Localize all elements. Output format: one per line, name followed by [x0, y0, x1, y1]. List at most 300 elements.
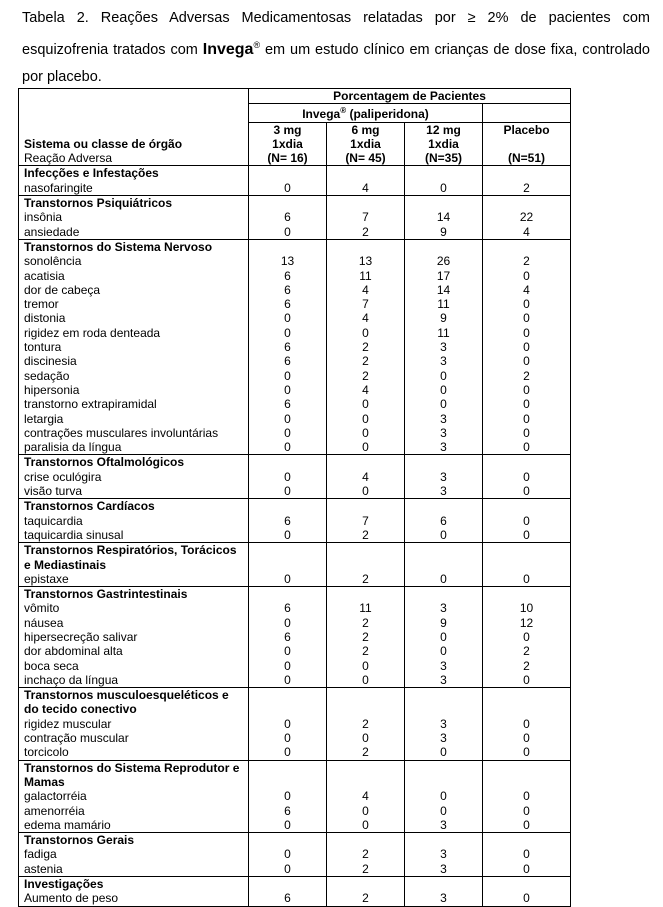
group-empty-cell [249, 499, 327, 514]
dose-header-dose: 12 mg [426, 122, 461, 137]
group-empty-cell [405, 499, 483, 514]
percent-value: 3 [405, 426, 483, 440]
percent-value: 0 [284, 644, 291, 659]
reaction-name: nasofaringite [19, 181, 249, 196]
percent-value: 9 [405, 616, 483, 630]
percent-value: 14 [405, 283, 483, 297]
group-empty-cell [483, 455, 571, 470]
percent-value: 0 [284, 484, 291, 499]
group-empty-cell [327, 760, 405, 789]
percent-value: 2 [483, 369, 571, 383]
percent-value: 0 [483, 470, 571, 484]
percent-value: 4 [327, 789, 405, 803]
group-empty-cell [327, 688, 405, 717]
reaction-name: paralisia da língua [19, 440, 249, 455]
group-name: Transtornos Respiratórios, Torácicos e Mediastinais [19, 543, 249, 572]
reaction-name: boca seca [19, 659, 249, 673]
table-row [19, 717, 571, 731]
table-row [19, 426, 571, 440]
percent-value: 4 [327, 470, 405, 484]
group-name: Transtornos Gastrintestinais [19, 587, 249, 602]
percent-value: 0 [284, 745, 291, 760]
reaction-name: náusea [19, 616, 249, 630]
table-row [19, 659, 571, 673]
percent-value: 0 [483, 311, 571, 325]
table-row [19, 528, 571, 543]
percent-value: 0 [327, 412, 405, 426]
percent-value: 0 [483, 731, 571, 745]
percent-value: 2 [327, 225, 405, 240]
group-empty-cell [483, 166, 571, 181]
percent-value: 0 [284, 440, 291, 455]
dose-header-freq: 1xdia [428, 136, 459, 151]
group-empty-cell [483, 499, 571, 514]
percent-value: 0 [483, 847, 571, 861]
percent-value: 2 [327, 630, 405, 644]
group-name: Infecções e Infestações [19, 166, 249, 181]
group-empty-cell [483, 196, 571, 211]
group-row [19, 455, 571, 470]
dose-header-dose: Placebo [503, 122, 550, 137]
reaction-name: letargia [19, 412, 249, 426]
table-row [19, 311, 571, 325]
percent-value: 2 [483, 254, 571, 268]
caption-reg-mark: ® [253, 40, 261, 50]
percent-value: 9 [405, 225, 483, 240]
reaction-name: acatisia [19, 269, 249, 283]
percent-header: Porcentagem de Pacientes [333, 89, 486, 103]
dose-column-header [327, 122, 405, 166]
percent-value: 0 [483, 269, 571, 283]
percent-value: 0 [327, 397, 405, 411]
table-row [19, 412, 571, 426]
percent-value: 6 [284, 210, 291, 225]
percent-value: 3 [405, 470, 483, 484]
percent-value: 3 [405, 484, 483, 499]
percent-value: 4 [327, 283, 405, 297]
reaction-name: taquicardia [19, 514, 249, 528]
percent-value: 0 [405, 804, 483, 818]
group-empty-cell [249, 455, 327, 470]
caption-text-2: em um estudo clínico em crianças de dose fixa, controlado por placebo. [22, 41, 650, 85]
percent-value: 3 [405, 659, 483, 673]
table-body [19, 166, 571, 906]
percent-value: 17 [405, 269, 483, 283]
table-row [19, 572, 571, 587]
percent-value: 2 [327, 717, 405, 731]
percent-value: 6 [284, 340, 291, 355]
table-row [19, 847, 571, 861]
reaction-name: fadiga [19, 847, 249, 861]
drug-header: Invega® (paliperidona) [249, 104, 483, 122]
dose-header-freq: 1xdia [272, 136, 303, 151]
reaction-name: ansiedade [19, 225, 249, 240]
percent-value: 6 [284, 282, 291, 297]
percent-value: 2 [327, 644, 405, 658]
group-empty-cell [483, 833, 571, 848]
percent-value: 0 [483, 673, 571, 688]
reaction-label: Reação Adversa [24, 151, 113, 166]
dose-header-n: (N=35) [424, 151, 462, 166]
system-header [19, 89, 249, 166]
group-empty-cell [483, 877, 571, 892]
group-name: Transtornos Cardíacos [19, 499, 249, 514]
group-empty-cell [405, 543, 483, 572]
percent-value: 0 [327, 659, 405, 673]
percent-value: 3 [405, 847, 483, 861]
group-empty-cell [249, 877, 327, 892]
percent-value: 0 [483, 440, 571, 455]
group-empty-cell [405, 833, 483, 848]
reaction-name: astenia [19, 862, 249, 877]
percent-value: 10 [483, 601, 571, 615]
percent-value: 0 [405, 789, 483, 803]
group-empty-cell [327, 239, 405, 254]
group-empty-cell [327, 833, 405, 848]
percent-value: 6 [284, 354, 291, 369]
percent-value: 0 [284, 861, 291, 876]
table-row [19, 383, 571, 397]
percent-value: 0 [405, 369, 483, 383]
dose-header-n: (N=51) [508, 151, 546, 166]
percent-value: 0 [284, 658, 291, 673]
percent-value: 0 [284, 368, 291, 383]
reaction-name: insônia [19, 210, 249, 224]
reaction-name: visão turva [19, 484, 249, 499]
dose-header-freq [488, 137, 565, 151]
group-name: Transtornos Gerais [19, 833, 249, 848]
group-empty-cell [483, 543, 571, 572]
percent-value: 9 [405, 311, 483, 325]
group-empty-cell [405, 166, 483, 181]
percent-value: 7 [327, 297, 405, 311]
reaction-name: epistaxe [19, 572, 249, 587]
group-name: Transtornos Oftalmológicos [19, 455, 249, 470]
percent-value: 0 [284, 527, 291, 542]
group-empty-cell [327, 543, 405, 572]
percent-value: 0 [284, 789, 291, 804]
percent-value: 4 [483, 283, 571, 297]
group-row [19, 877, 571, 892]
table-row [19, 397, 571, 411]
group-empty-cell [249, 239, 327, 254]
percent-value: 0 [284, 180, 291, 195]
group-row [19, 833, 571, 848]
percent-value: 0 [483, 572, 571, 587]
reaction-name: rigidez em roda denteada [19, 326, 249, 340]
percent-value: 0 [405, 644, 483, 658]
dose-column-header [405, 122, 483, 166]
reaction-name: transtorno extrapiramidal [19, 397, 249, 411]
table-row [19, 601, 571, 615]
table-row [19, 326, 571, 340]
percent-value: 0 [327, 326, 405, 340]
table-row [19, 804, 571, 818]
group-empty-cell [483, 760, 571, 789]
reaction-name: tremor [19, 297, 249, 311]
percent-value: 0 [284, 716, 291, 731]
percent-value: 2 [327, 847, 405, 861]
dose-header-dose: 6 mg [351, 122, 380, 137]
caption-brand: Invega [202, 40, 254, 58]
group-empty-cell [405, 455, 483, 470]
percent-value: 0 [327, 673, 405, 688]
percent-value: 0 [284, 469, 291, 484]
percent-value: 0 [483, 383, 571, 397]
percent-value: 0 [405, 630, 483, 644]
reaction-name: galactorréia [19, 789, 249, 803]
percent-value: 0 [483, 717, 571, 731]
table-row [19, 269, 571, 283]
group-empty-cell [483, 587, 571, 602]
percent-value: 0 [284, 817, 291, 832]
percent-value: 4 [327, 311, 405, 325]
placebo-spacer [483, 104, 571, 122]
percent-value: 0 [483, 297, 571, 311]
percent-value: 0 [327, 426, 405, 440]
percent-value: 3 [405, 601, 483, 615]
percent-value: 6 [284, 268, 291, 283]
percent-value: 0 [483, 789, 571, 803]
table-row [19, 644, 571, 658]
group-empty-cell [249, 760, 327, 789]
percent-value: 0 [405, 745, 483, 760]
percent-value: 0 [284, 311, 291, 326]
group-empty-cell [327, 196, 405, 211]
percent-value: 0 [284, 731, 291, 746]
group-empty-cell [405, 688, 483, 717]
percent-value: 0 [483, 528, 571, 543]
percent-value: 11 [327, 269, 405, 283]
percent-value: 4 [327, 181, 405, 196]
group-empty-cell [249, 688, 327, 717]
reaction-name: dor de cabeça [19, 283, 249, 297]
caption-text-1: Tabela 2. Reações Adversas Medicamentosas relatadas por ≥ 2% de pacientes com esquizofrenia tratados com [22, 10, 650, 58]
percent-value: 3 [405, 818, 483, 833]
percent-value: 0 [483, 412, 571, 426]
percent-value: 7 [327, 514, 405, 528]
percent-value: 0 [483, 340, 571, 354]
percent-value: 13 [280, 254, 295, 269]
group-name: Transtornos do Sistema Nervoso [19, 239, 249, 254]
table-row [19, 369, 571, 383]
percent-value: 0 [327, 484, 405, 499]
reaction-name: inchaço da língua [19, 673, 249, 688]
group-empty-cell [405, 587, 483, 602]
percent-value: 0 [327, 804, 405, 818]
percent-value: 0 [284, 847, 291, 862]
table-row [19, 340, 571, 354]
group-name: Transtornos Psiquiátricos [19, 196, 249, 211]
group-empty-cell [327, 455, 405, 470]
reaction-name: sonolência [19, 254, 249, 268]
group-row [19, 499, 571, 514]
table-row [19, 818, 571, 833]
percent-value: 0 [483, 804, 571, 818]
group-empty-cell [327, 587, 405, 602]
percent-value: 0 [327, 731, 405, 745]
reaction-name: crise oculógira [19, 470, 249, 484]
table-row [19, 514, 571, 528]
table-caption [22, 5, 650, 91]
reaction-name: tontura [19, 340, 249, 354]
percent-value: 0 [483, 397, 571, 411]
reaction-name: discinesia [19, 354, 249, 368]
group-empty-cell [249, 587, 327, 602]
group-name: Investigações [19, 877, 249, 892]
reaction-name: hipersecreção salivar [19, 630, 249, 644]
reaction-name: torcicolo [19, 745, 249, 760]
percent-value: 3 [405, 354, 483, 368]
dose-header-n: (N= 45) [345, 151, 386, 166]
system-label: Sistema ou classe de órgão [24, 136, 183, 151]
percent-value: 0 [284, 411, 291, 426]
group-row [19, 760, 571, 789]
percent-value: 7 [327, 210, 405, 224]
table-row [19, 470, 571, 484]
percent-value: 22 [483, 210, 571, 224]
dose-column-header [249, 122, 327, 166]
percent-value: 6 [284, 803, 291, 818]
table-row [19, 891, 571, 906]
adverse-reactions-table [18, 88, 571, 907]
percent-value: 0 [405, 181, 483, 196]
table-row [19, 440, 571, 455]
table-row [19, 354, 571, 368]
percent-value: 0 [483, 818, 571, 833]
percent-value: 6 [284, 297, 291, 312]
table-row [19, 225, 571, 240]
percent-value: 3 [405, 412, 483, 426]
percent-value: 0 [284, 325, 291, 340]
group-row [19, 587, 571, 602]
reaction-name: Aumento de peso [19, 891, 249, 906]
reaction-name: dor abdominal alta [19, 644, 249, 658]
dose-column-header [483, 122, 571, 166]
percent-value: 2 [483, 659, 571, 673]
percent-value: 0 [483, 891, 571, 906]
table-row [19, 283, 571, 297]
group-empty-cell [249, 196, 327, 211]
percent-value: 6 [284, 601, 291, 616]
percent-value: 2 [327, 354, 405, 368]
reaction-name: edema mamário [19, 818, 249, 833]
table-row [19, 210, 571, 224]
group-empty-cell [249, 543, 327, 572]
percent-value: 2 [483, 181, 571, 196]
percent-value: 6 [284, 629, 291, 644]
table-row [19, 297, 571, 311]
percent-value: 0 [405, 383, 483, 397]
percent-value: 2 [327, 369, 405, 383]
group-empty-cell [327, 166, 405, 181]
group-row [19, 543, 571, 572]
dose-header-n: (N= 16) [267, 151, 308, 166]
percent-value: 0 [405, 528, 483, 543]
percent-value: 0 [483, 484, 571, 499]
percent-value: 0 [284, 224, 291, 239]
group-empty-cell [405, 760, 483, 789]
dose-header-dose: 3 mg [273, 122, 302, 137]
percent-value: 3 [405, 440, 483, 455]
group-empty-cell [327, 877, 405, 892]
dose-header-freq: 1xdia [350, 136, 381, 151]
percent-value: 12 [483, 616, 571, 630]
table-row [19, 254, 571, 268]
percent-value: 4 [483, 225, 571, 240]
group-empty-cell [483, 239, 571, 254]
percent-value: 3 [405, 673, 483, 688]
group-empty-cell [405, 239, 483, 254]
percent-value: 0 [284, 615, 291, 630]
table-row [19, 616, 571, 630]
percent-value: 0 [483, 630, 571, 644]
group-empty-cell [405, 877, 483, 892]
percent-value: 13 [327, 254, 405, 268]
percent-value: 0 [483, 862, 571, 877]
percent-value: 0 [483, 745, 571, 760]
reaction-name: contração muscular [19, 731, 249, 745]
group-empty-cell [483, 688, 571, 717]
table-row [19, 673, 571, 688]
percent-value: 3 [405, 891, 483, 906]
reaction-name: sedação [19, 369, 249, 383]
percent-value: 0 [284, 425, 291, 440]
percent-value: 0 [483, 354, 571, 368]
percent-value: 0 [405, 572, 483, 587]
percent-value: 3 [405, 717, 483, 731]
percent-value: 2 [327, 862, 405, 877]
percent-value: 26 [405, 254, 483, 268]
reaction-name: rigidez muscular [19, 717, 249, 731]
table-row [19, 862, 571, 877]
percent-value: 3 [405, 731, 483, 745]
reaction-name: amenorréia [19, 804, 249, 818]
reaction-name: distonia [19, 311, 249, 325]
group-empty-cell [405, 196, 483, 211]
group-row [19, 196, 571, 211]
percent-value: 0 [284, 382, 291, 397]
percent-value: 2 [483, 644, 571, 658]
table-row [19, 731, 571, 745]
percent-value: 6 [405, 514, 483, 528]
percent-value: 6 [284, 891, 291, 906]
table-row [19, 484, 571, 499]
percent-value: 2 [327, 745, 405, 760]
percent-value: 2 [327, 616, 405, 630]
percent-value: 0 [284, 571, 291, 586]
reaction-name: taquicardia sinusal [19, 528, 249, 543]
table-row [19, 789, 571, 803]
percent-value: 0 [483, 426, 571, 440]
group-empty-cell [327, 499, 405, 514]
percent-value: 14 [405, 210, 483, 224]
percent-value: 0 [483, 326, 571, 340]
percent-value: 2 [327, 572, 405, 587]
group-name: Transtornos musculoesqueléticos e do tecido conectivo [19, 688, 249, 717]
group-row [19, 239, 571, 254]
percent-value: 3 [405, 862, 483, 877]
percent-value: 2 [327, 528, 405, 543]
table-row [19, 181, 571, 196]
percent-value: 6 [284, 513, 291, 528]
percent-value: 2 [327, 891, 405, 906]
group-row [19, 688, 571, 717]
percent-value: 4 [327, 383, 405, 397]
percent-value: 2 [327, 340, 405, 354]
percent-value: 6 [284, 397, 291, 412]
group-empty-cell [249, 833, 327, 848]
